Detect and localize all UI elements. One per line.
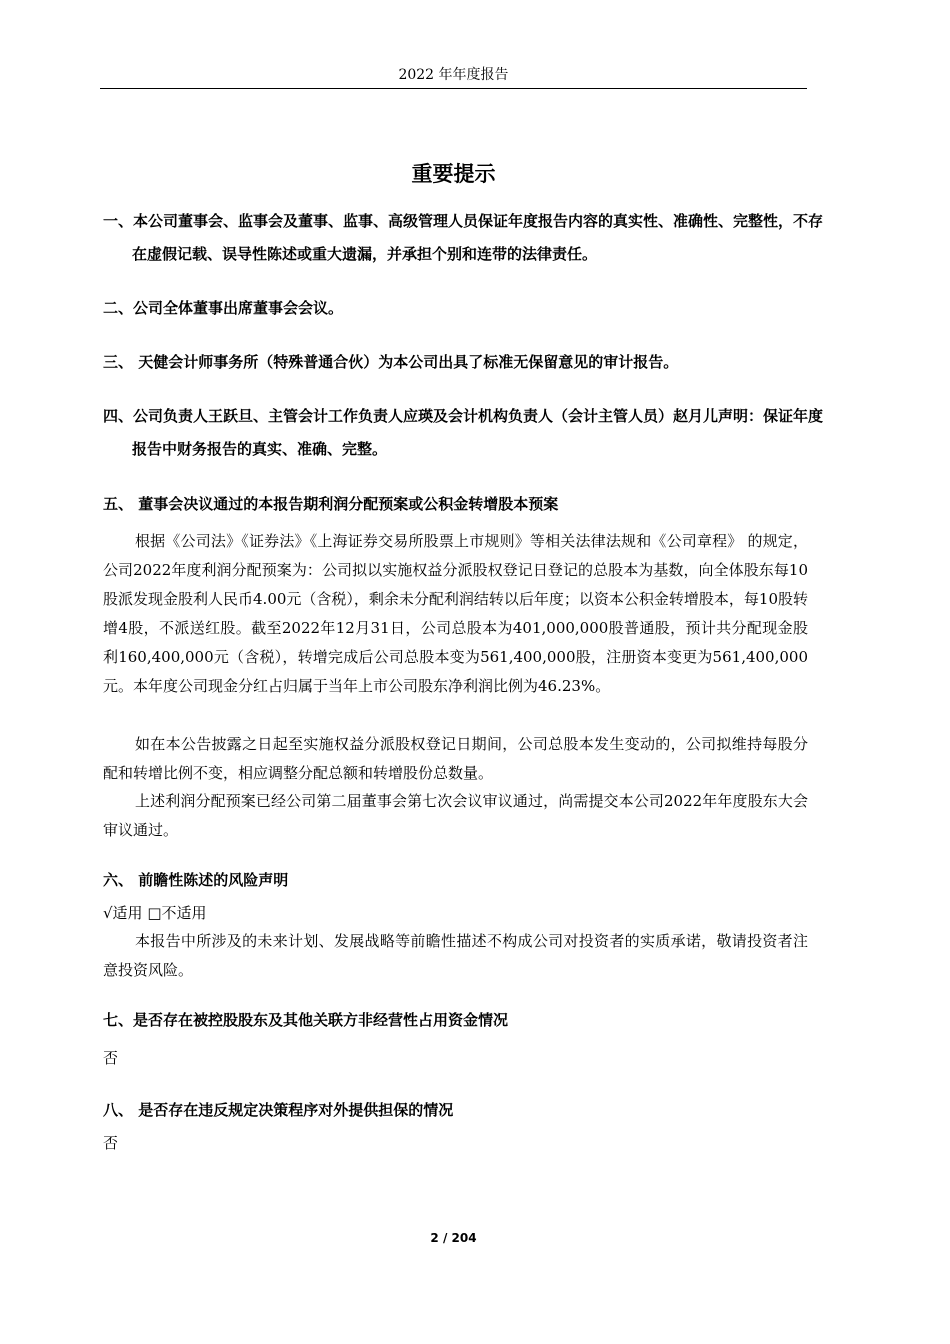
page-header: 2022 年年度报告: [398, 67, 509, 83]
section-5-paragraph-2: 如在本公告披露之日起至实施权益分派股权登记日期间，公司总股本发生变动的，公司拟维持每股分配和转增比例不变，相应调整分配总额和转增股份总数量。: [103, 735, 808, 782]
section-7-heading: 七、是否存在被控股股东及其他关联方非经营性占用资金情况: [103, 1011, 509, 1029]
section-6-paragraph: 本报告中所涉及的未来计划、发展战略等前瞻性描述不构成公司对投资者的实质承诺，敬请投资者注意投资风险。: [103, 932, 808, 979]
header-divider: [100, 88, 807, 89]
page-number: 2 / 204: [430, 1231, 477, 1245]
section-2-statement: 二、公司全体董事出席董事会会议。: [103, 299, 344, 317]
section-8-answer: 否: [103, 1134, 119, 1152]
section-6-heading: 六、 前瞻性陈述的风险声明: [103, 871, 289, 889]
applicability-options: √适用 □不适用: [103, 904, 207, 922]
section-1-statement: 一、本公司董事会、监事会及董事、监事、高级管理人员保证年度报告内容的真实性、准确性、完整性，不存在虚假记载、误导性陈述或重大遗漏，并承担个别和连带的法律责任。: [103, 212, 824, 263]
section-3-statement: 三、 天健会计师事务所（特殊普通合伙）为本公司出具了标准无保留意见的审计报告。: [103, 353, 679, 371]
section-7-answer: 否: [103, 1049, 119, 1067]
section-4-statement: 四、公司负责人王跃旦、主管会计工作负责人应瑛及会计机构负责人（会计主管人员）赵月儿声明：保证年度报告中财务报告的真实、准确、完整。: [103, 407, 824, 458]
section-5-paragraph-3: 上述利润分配预案已经公司第二届董事会第七次会议审议通过，尚需提交本公司2022年年度股东大会审议通过。: [103, 792, 808, 839]
section-5-paragraph-1: 根据《公司法》《证券法》《上海证券交易所股票上市规则》等相关法律法规和《公司章程》 的规定，公司2022年度利润分配预案为：公司拟以实施权益分派股权登记日登记的总股本为基数，向全体股东每10股派发现金股利人民币4.00元（含税），剩余未分配利润结转以后年度；以资本公积金转增股本，每10股转增4股，不派送红股。截至2022年12月31日，公司总股本为401,000,000股普通股，预计共分配现金股利160,400,000元（含税），转增完成后公司总股本变为561,400,000股，注册资本变更为561,400,000元。本年度公司现金分红占归属于当年上市公司股东净利润比例为46.23%。: [103, 532, 808, 695]
page-title: 重要提示: [411, 162, 496, 186]
section-8-heading: 八、 是否存在违反规定决策程序对外提供担保的情况: [103, 1101, 454, 1119]
section-5-heading: 五、 董事会决议通过的本报告期利润分配预案或公积金转增股本预案: [103, 495, 559, 513]
